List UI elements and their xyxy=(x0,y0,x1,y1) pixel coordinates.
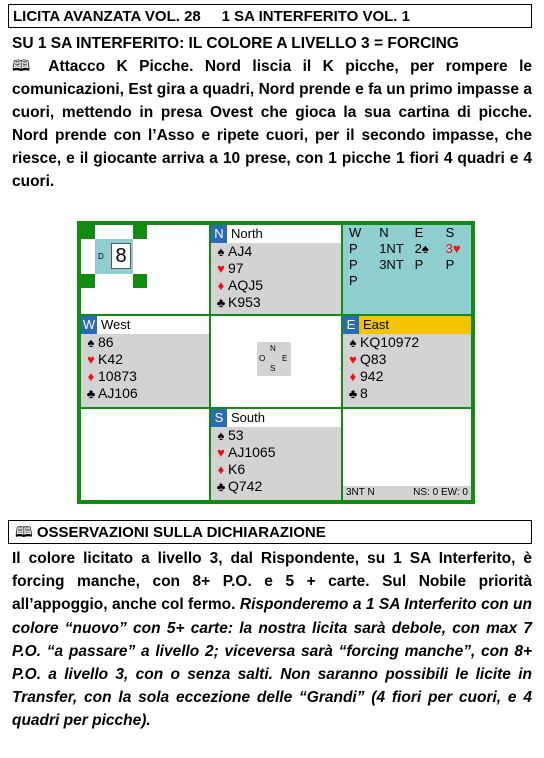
bid-cell xyxy=(440,273,471,289)
bid-cell xyxy=(373,273,408,289)
compass-n: N xyxy=(270,344,276,353)
intro-heading: SU 1 SA INTERFERITO: IL COLORE A LIVELLO 3 = FORCING xyxy=(12,35,459,52)
east-diamonds: 942 xyxy=(360,368,384,384)
board-info-cell xyxy=(81,225,209,314)
contract: 3NT N xyxy=(346,487,375,498)
north-name: North xyxy=(231,226,263,241)
bid-cell: 1NT xyxy=(379,241,404,256)
bid-cell: P xyxy=(349,241,358,256)
bidding-row xyxy=(343,241,471,257)
bidding-box xyxy=(343,225,471,314)
east-name: East xyxy=(363,317,390,332)
bid-cell xyxy=(409,273,440,289)
club-icon: ♣ xyxy=(348,386,358,401)
bidding-header-row xyxy=(343,225,471,241)
header-subtitle: 1 SA INTERFERITO VOL. 1 xyxy=(221,8,410,25)
compass-s: S xyxy=(270,364,276,373)
west-clubs: AJ106 xyxy=(98,385,138,401)
south-diamonds: K6 xyxy=(228,461,246,477)
bidding-row xyxy=(343,273,471,289)
north-spades: AJ4 xyxy=(228,243,253,259)
book-icon: 🕮 xyxy=(12,58,38,75)
intro-section xyxy=(12,32,532,193)
west-diamonds: 10873 xyxy=(98,368,137,384)
east-clubs: 8 xyxy=(360,385,368,401)
board-number: 8 xyxy=(111,243,131,269)
bid-header-e: E xyxy=(414,225,424,240)
club-icon: ♣ xyxy=(216,479,226,494)
empty-cell xyxy=(81,409,209,500)
contract-cell xyxy=(343,409,471,500)
west-badge: W xyxy=(82,317,96,332)
bid-cell: P xyxy=(349,257,358,272)
heart-icon: ♥ xyxy=(87,352,95,367)
diamond-icon: ♦ xyxy=(349,369,357,384)
spade-icon: ♠ xyxy=(87,335,95,350)
spade-icon: ♠ xyxy=(217,428,225,443)
diamond-icon: ♦ xyxy=(217,462,225,477)
south-clubs: Q742 xyxy=(228,478,263,494)
bid-cell: P xyxy=(349,273,358,288)
west-hearts: K42 xyxy=(98,351,123,367)
compass-e: E xyxy=(282,354,288,363)
heart-icon: ♥ xyxy=(217,445,225,460)
east-badge: E xyxy=(343,316,359,334)
north-hearts: 97 xyxy=(228,260,244,276)
observations-italic: Risponderemo a 1 SA Interferito con un colore “nuovo” con 5+ carte: la nostra licita sarà debole, con max 7 P.O. “a passare” a livello 2; viceversa sarà “forcing manche”, con 8+ P.O. a livello 3, con o senza salti. Non saranno possibili le licite in Transfer, con la sola eccezione delle “Grandi” (4 fiori per cuori, e 4 quadri per picche). xyxy=(12,596,532,730)
bid-cell: 2♠ xyxy=(414,241,429,256)
south-badge: S xyxy=(211,409,227,427)
header-title: LICITA AVANZATA VOL. 28 xyxy=(13,8,201,25)
spade-icon: ♠ xyxy=(349,335,357,350)
observations-plain: Il colore licitato a livello 3, dal Rispondente, su 1 SA Interferito, è forcing manche, con 8+ P.O. e 5 + carte. Sul Nobile priorità all’appoggio, anche col fermo. xyxy=(12,550,532,614)
club-icon: ♣ xyxy=(216,295,226,310)
spade-icon: ♠ xyxy=(217,244,225,259)
east-hearts: Q83 xyxy=(360,351,387,367)
north-badge: N xyxy=(211,225,227,243)
dealer-label: D xyxy=(98,252,104,261)
contract-bar xyxy=(343,486,471,500)
south-hand xyxy=(211,409,341,500)
bid-header-n: N xyxy=(379,225,389,240)
south-hearts: AJ1065 xyxy=(228,444,276,460)
bridge-board xyxy=(77,221,475,504)
bidding-table xyxy=(343,225,471,289)
west-spades: 86 xyxy=(98,334,114,350)
compass-icon xyxy=(257,342,291,376)
observations-text xyxy=(12,547,532,733)
section-header xyxy=(8,520,532,544)
south-name: South xyxy=(231,410,265,425)
bidding-row xyxy=(343,257,471,273)
heart-icon: ♥ xyxy=(349,352,357,367)
west-hand xyxy=(81,316,209,407)
bid-header-w: W xyxy=(349,225,362,240)
compass-o: O xyxy=(259,354,266,363)
club-icon: ♣ xyxy=(86,386,96,401)
bid-cell: 3♥ xyxy=(445,241,461,256)
bid-cell: P xyxy=(445,257,455,272)
south-spades: 53 xyxy=(228,427,244,443)
compass-cell xyxy=(211,316,341,407)
intro-text: Attacco K Picche. Nord liscia il K picche, per rompere le comunicazioni, Est gira a quadri, Nord prende e fa un primo impasse a cuori, mettendo in presa Ovest che gioca la sua cartina di picche. Nord prende con l’Asso e ripete cuori, per il secondo impasse, che riesce, e il giocante arriva a 10 prese, con 1 picche 1 fiori 4 quadri e 4 cuori. xyxy=(12,58,532,190)
east-hand xyxy=(343,316,471,407)
section-title: OSSERVAZIONI SULLA DICHIARAZIONE xyxy=(36,524,326,541)
bid-header-s: S xyxy=(445,225,455,240)
vulnerability: NS: 0 EW: 0 xyxy=(413,487,468,498)
page-header xyxy=(8,4,532,28)
west-name: West xyxy=(101,317,131,332)
book-icon: 🕮 xyxy=(15,524,33,541)
diamond-icon: ♦ xyxy=(217,278,225,293)
north-hand xyxy=(211,225,341,314)
north-diamonds: AQJ5 xyxy=(228,277,264,293)
board-number-box xyxy=(95,239,133,274)
heart-icon: ♥ xyxy=(217,261,225,276)
diamond-icon: ♦ xyxy=(87,369,95,384)
bid-cell: 3NT xyxy=(379,257,404,272)
bid-cell: P xyxy=(414,257,424,272)
north-clubs: K953 xyxy=(228,294,261,310)
east-spades: KQ10972 xyxy=(360,334,420,350)
